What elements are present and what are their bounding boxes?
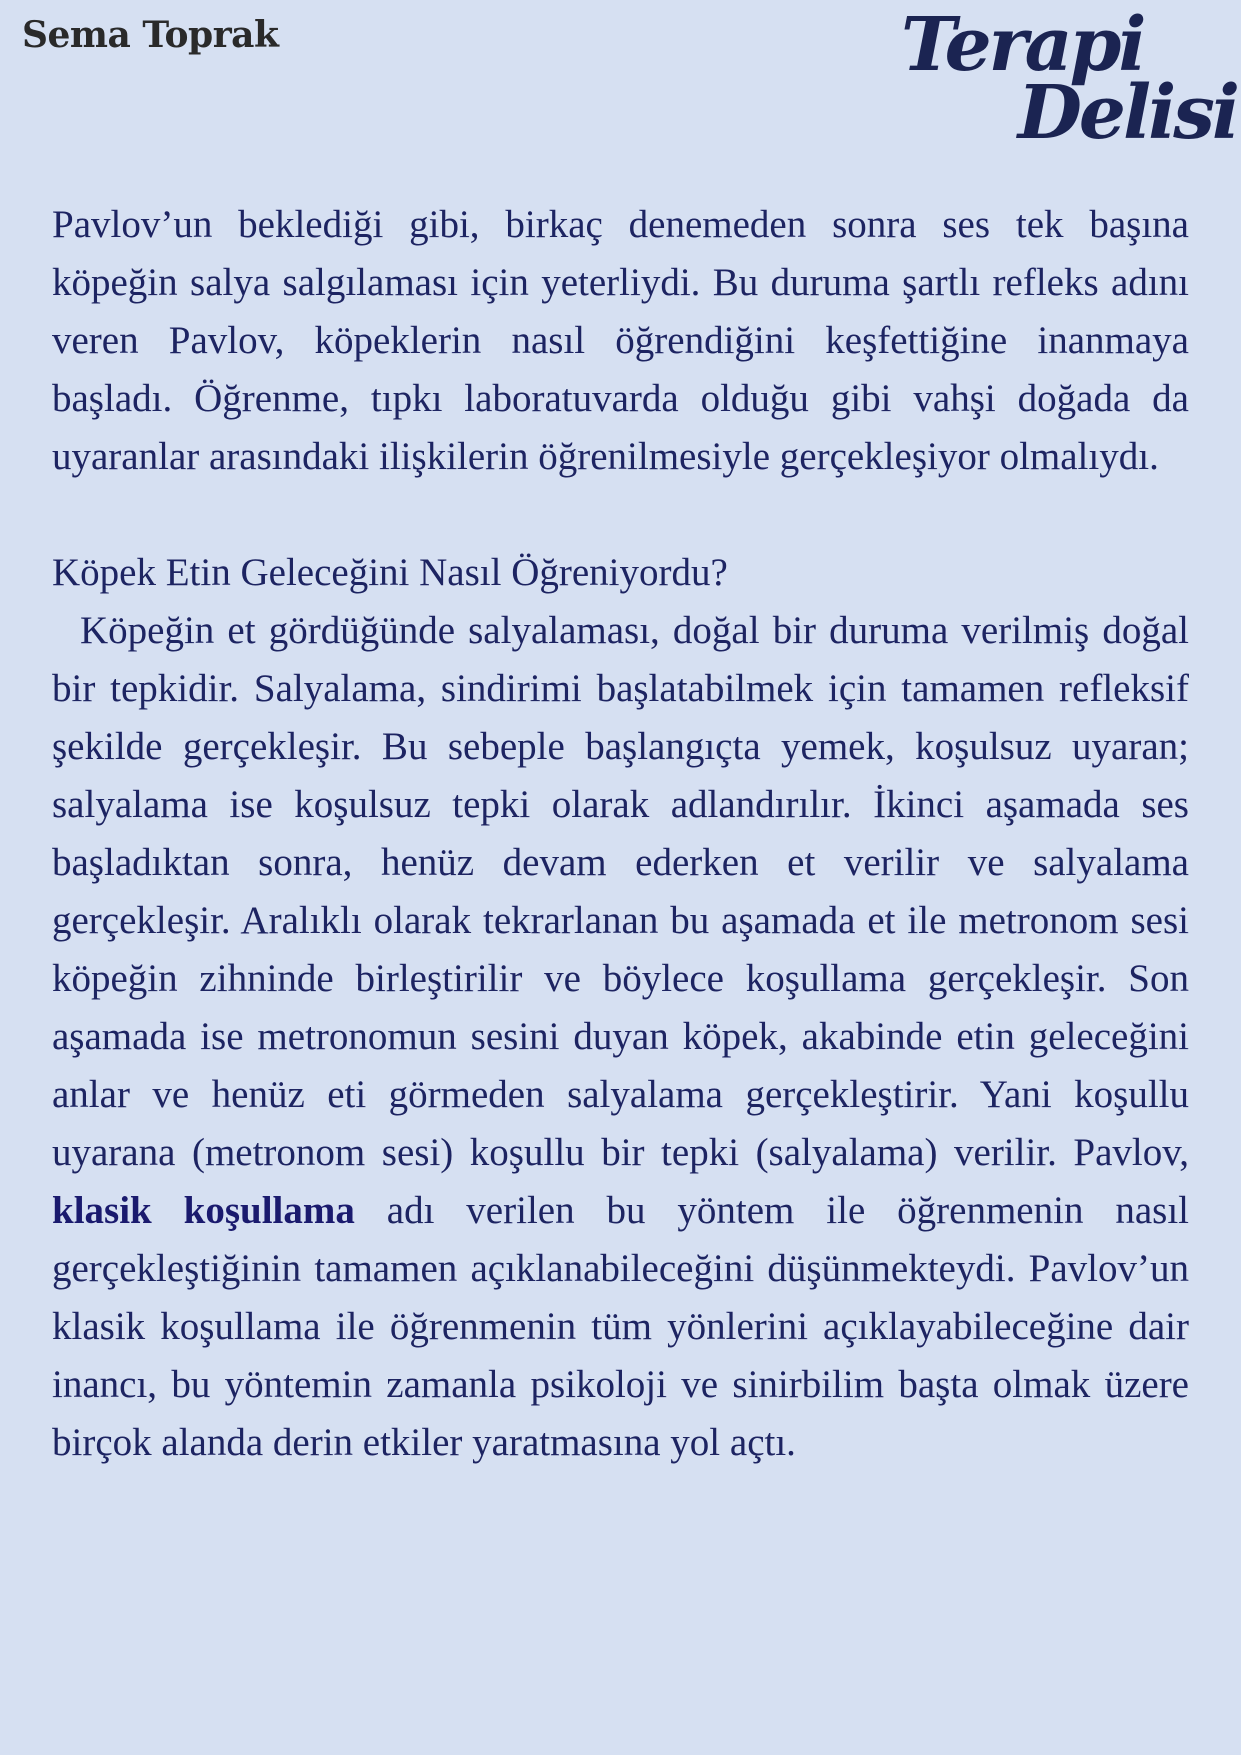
paragraph-2-text-start: Köpeğin et gördüğünde salyalaması, doğal bir duruma verilmiş doğal bir tepkidir. Salyalama, sindirimi başlatabilmek için tamamen refleksif şekilde gerçekleşir. Bu sebeple başlangıçta yemek, koşulsuz uyaran; salyalama ise koşulsuz tepki olarak adlandırılır. İkinci aşamada ses başladıktan sonra, henüz devam ederken et verilir ve salyalama gerçekleşir. Aralıklı olarak tekrarlanan bu aşamada et ile metronom sesi köpeğin zihninde birleştirilir ve böylece koşullama gerçekleşir. Son aşamada ise metronomun sesini duyan köpek, akabinde etin geleceğini anlar ve henüz eti görmeden salyalama gerçekleştirir. Yani koşullu uyarana (metronom sesi) koşullu bir tepki (salyalama) verilir. Pavlov, xyxy=(52,609,1189,1174)
paragraph-gap xyxy=(52,486,1189,544)
brand-logo-line-2: Delisi xyxy=(1017,70,1237,156)
paragraph-2 xyxy=(52,602,1189,1472)
brand-logo-line-1: Terapi xyxy=(901,2,1144,88)
brand-logo xyxy=(881,2,1241,156)
article-body xyxy=(52,196,1189,1472)
paragraph-2-text-end: adı verilen bu yöntem ile öğrenmenin nasıl gerçekleştiğinin tamamen açıklanabileceğini düşünmekteydi. Pavlov’un klasik koşullama ile öğrenmenin tüm yönlerini açıklayabileceğine dair inancı, bu yöntemin zamanla psikoloji ve sinirbilim başta olmak üzere birçok alanda derin etkiler yaratmasına yol açtı. xyxy=(52,1189,1189,1464)
bold-term: klasik koşullama xyxy=(52,1189,355,1232)
author-name: Sema Toprak xyxy=(22,14,279,56)
paragraph-1: Pavlov’un beklediği gibi, birkaç denemeden sonra ses tek başına köpeğin salya salgılaması için yeterliydi. Bu duruma şartlı refleks adını veren Pavlov, köpeklerin nasıl öğrendiğini keşfettiğine inanmaya başladı. Öğrenme, tıpkı laboratuvarda olduğu gibi vahşi doğada da uyaranlar arasındaki ilişkilerin öğrenilmesiyle gerçekleşiyor olmalıydı. xyxy=(52,203,1189,478)
section-heading: Köpek Etin Geleceğini Nasıl Öğreniyordu? xyxy=(52,551,728,594)
